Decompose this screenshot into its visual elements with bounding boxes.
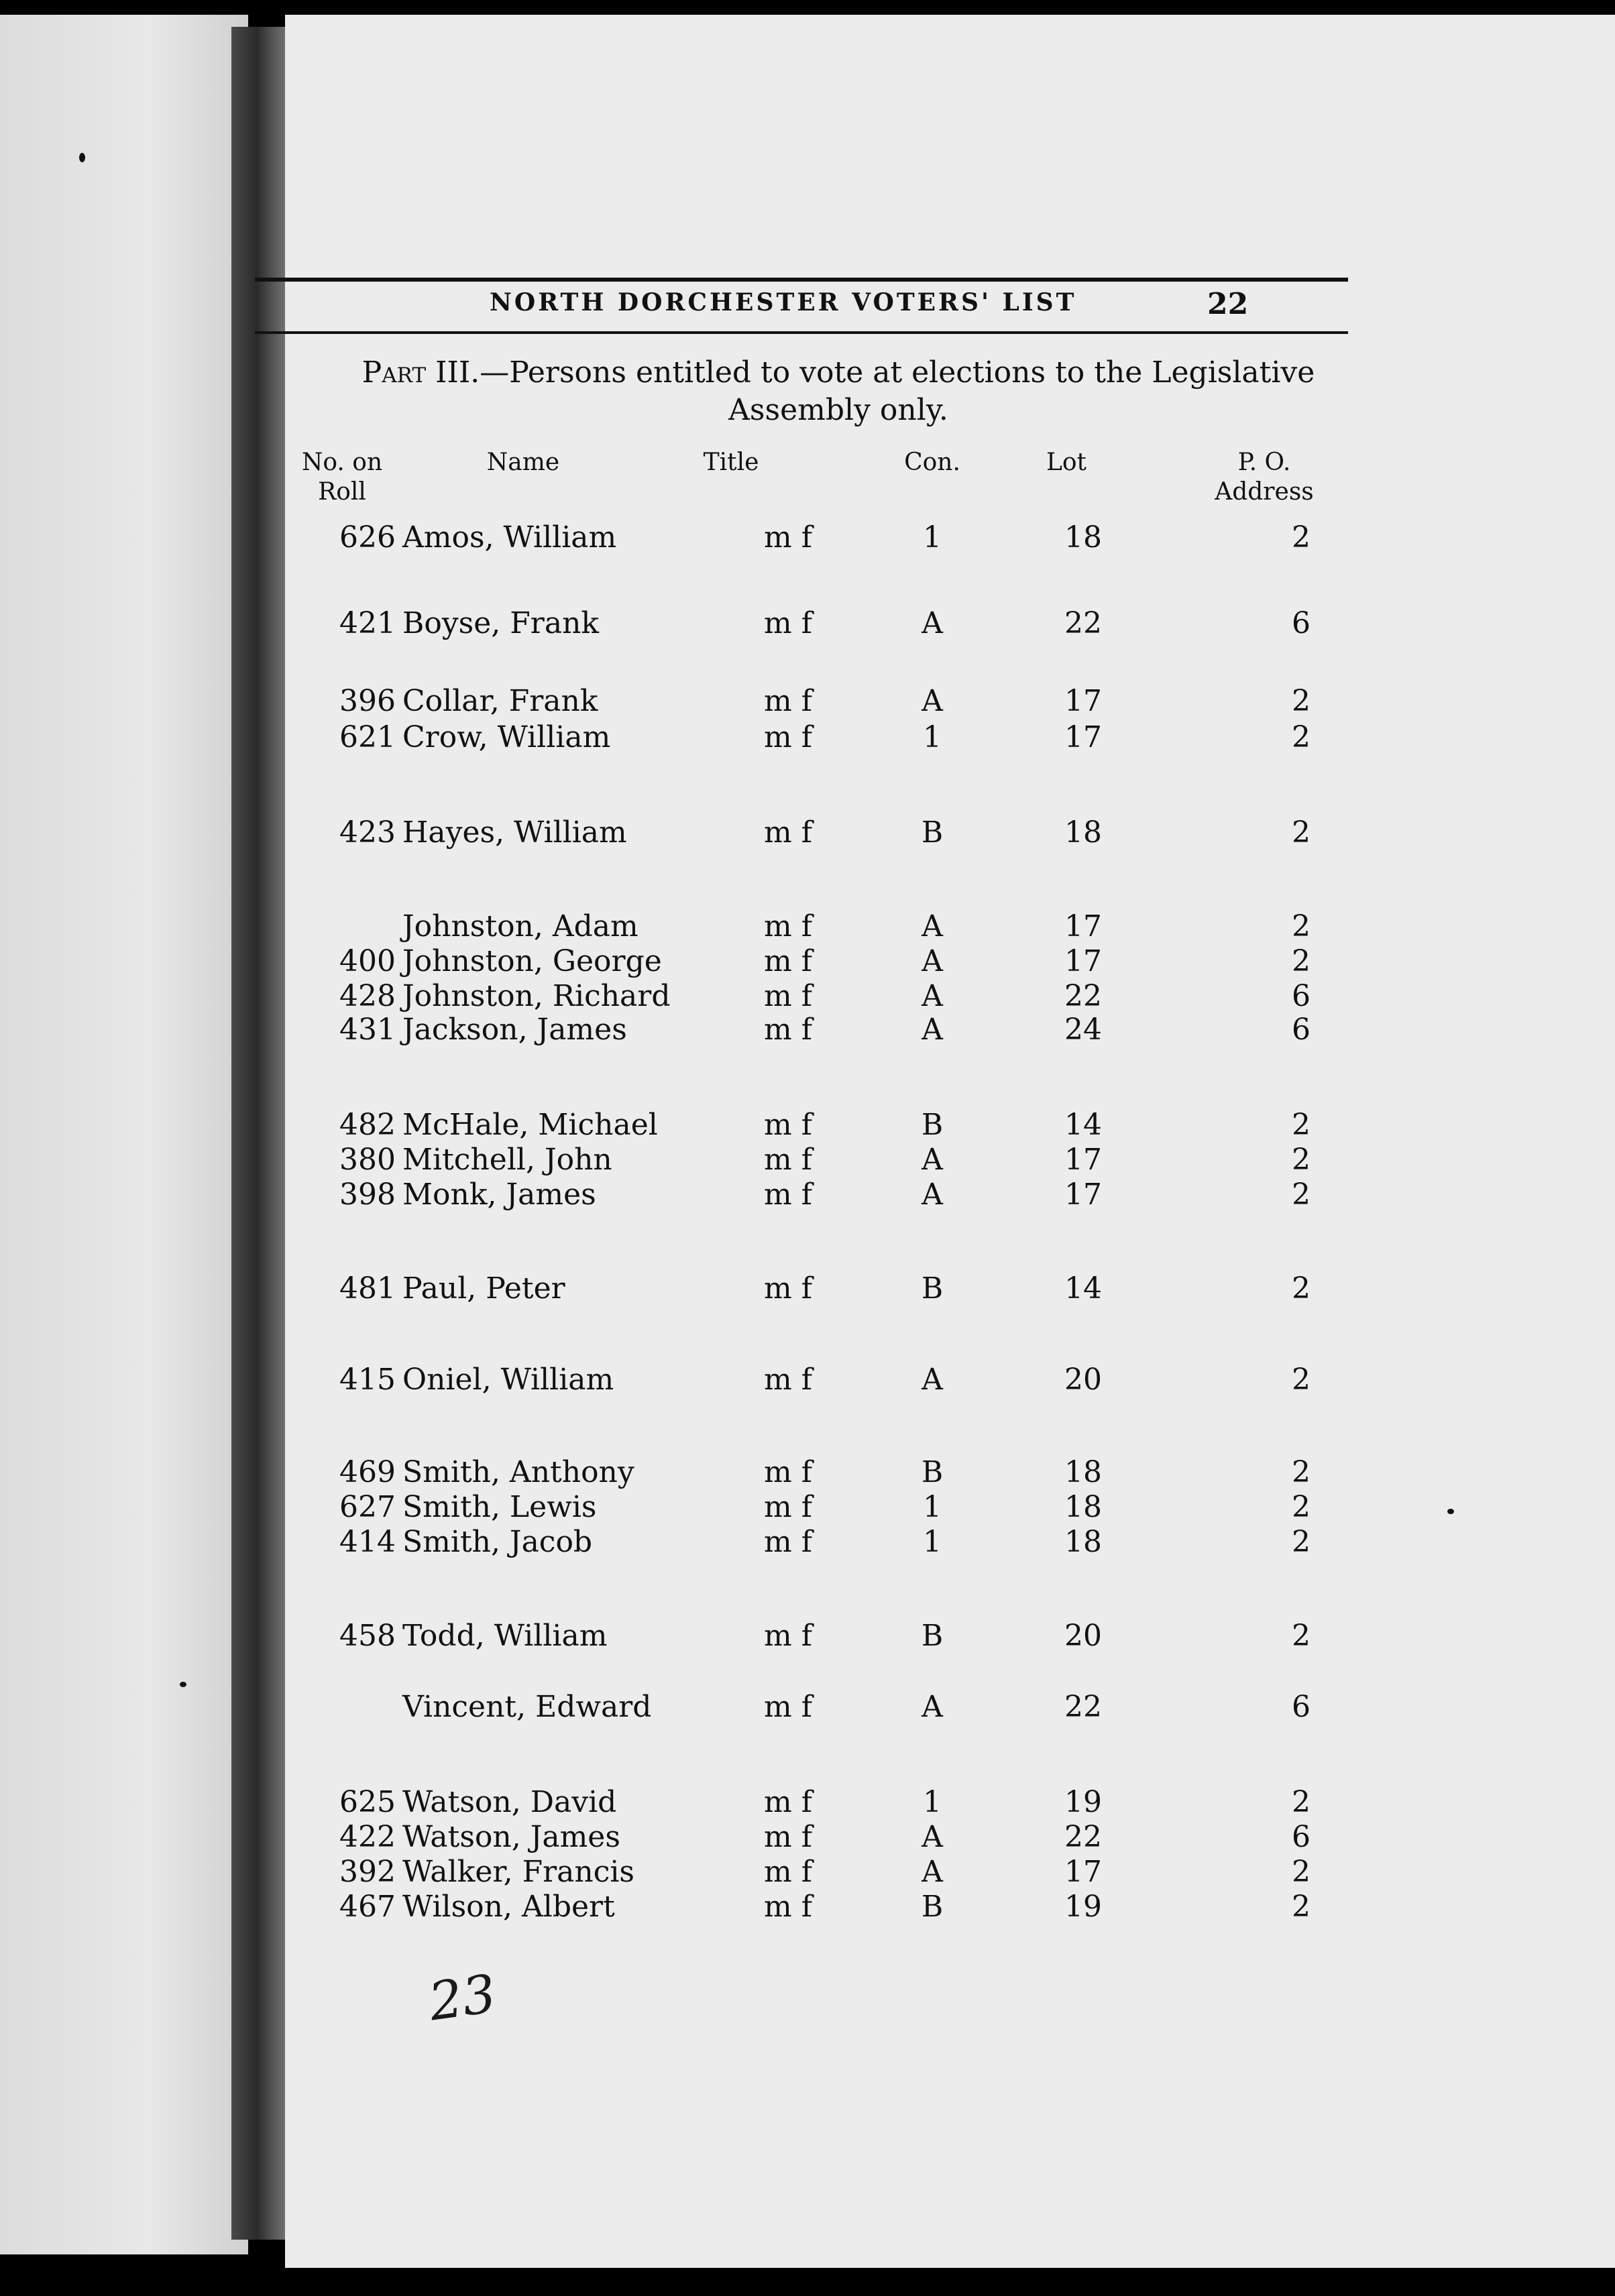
roll-number: 428 <box>339 979 396 1013</box>
voter-name: Watson, David <box>402 1785 617 1819</box>
concession: A <box>922 1855 943 1889</box>
concession: A <box>922 1178 943 1212</box>
lot-number: 14 <box>1064 1108 1102 1142</box>
table-row <box>0 1785 1615 1820</box>
table-row <box>0 1108 1615 1143</box>
concession: B <box>921 1108 944 1142</box>
table-row <box>0 1525 1615 1560</box>
concession: A <box>922 1820 943 1854</box>
concession: B <box>921 1271 944 1306</box>
lot-number: 19 <box>1064 1785 1102 1819</box>
roll-number: 400 <box>339 944 396 978</box>
concession: 1 <box>923 1490 942 1524</box>
po-address: 6 <box>1292 1690 1311 1724</box>
concession: A <box>922 684 943 718</box>
voter-name: Smith, Anthony <box>402 1455 634 1489</box>
po-address: 6 <box>1292 1820 1311 1854</box>
roll-number: 482 <box>339 1108 396 1142</box>
table-row <box>0 606 1615 641</box>
roll-number: 380 <box>339 1143 396 1177</box>
lot-number: 17 <box>1064 720 1102 754</box>
lot-number: 22 <box>1064 1690 1102 1724</box>
roll-number: 398 <box>339 1178 396 1212</box>
column-header-title: Title <box>703 449 759 476</box>
voter-name: Wilson, Albert <box>402 1890 615 1924</box>
concession: A <box>922 909 943 943</box>
table-row <box>0 1013 1615 1047</box>
concession: 1 <box>923 1785 942 1819</box>
voter-title: m f <box>764 1363 812 1397</box>
concession: A <box>922 1013 943 1047</box>
column-header-address <box>1207 448 1321 507</box>
voter-name: Vincent, Edward <box>402 1690 652 1724</box>
voter-name: Smith, Jacob <box>402 1525 593 1559</box>
concession: B <box>921 1619 944 1653</box>
roll-number: 625 <box>339 1785 396 1819</box>
voter-title: m f <box>764 909 812 943</box>
roll-number: 414 <box>339 1525 396 1559</box>
po-address: 2 <box>1292 1455 1311 1489</box>
scan-speck <box>79 153 85 162</box>
voter-name: Jackson, James <box>402 1013 627 1047</box>
handwritten-note: 23 <box>425 1963 500 2033</box>
concession: B <box>921 1890 944 1924</box>
column-header-roll <box>288 448 396 507</box>
po-address: 2 <box>1292 1490 1311 1524</box>
po-address: 2 <box>1292 1619 1311 1653</box>
voter-name: Monk, James <box>402 1178 596 1212</box>
voter-title: m f <box>764 1108 812 1142</box>
voter-name: Mitchell, John <box>402 1143 612 1177</box>
lot-number: 18 <box>1064 815 1102 850</box>
lot-number: 18 <box>1064 1525 1102 1559</box>
column-header-con: Con. <box>904 449 960 476</box>
voter-title: m f <box>764 1143 812 1177</box>
po-address: 2 <box>1292 720 1311 754</box>
po-address: 2 <box>1292 1143 1311 1177</box>
voter-title: m f <box>764 1271 812 1306</box>
roll-number: 626 <box>339 520 396 555</box>
header-rule-top <box>255 278 1348 282</box>
lot-number: 22 <box>1064 979 1102 1013</box>
scan-speck <box>1447 1509 1454 1514</box>
concession: A <box>922 979 943 1013</box>
roll-number: 469 <box>339 1455 396 1489</box>
lot-number: 14 <box>1064 1271 1102 1306</box>
header-rule-bottom <box>255 331 1348 334</box>
lot-number: 20 <box>1064 1619 1102 1653</box>
roll-number: 392 <box>339 1855 396 1889</box>
part-heading <box>335 354 1341 429</box>
scan-speck <box>180 1682 186 1687</box>
voter-title: m f <box>764 1690 812 1724</box>
column-header-roll-line1: No. on <box>301 449 383 476</box>
concession: B <box>921 1455 944 1489</box>
roll-number: 467 <box>339 1890 396 1924</box>
table-row <box>0 1820 1615 1855</box>
roll-number: 415 <box>339 1363 396 1397</box>
roll-number: 627 <box>339 1490 396 1524</box>
table-row <box>0 1143 1615 1178</box>
voter-name: Oniel, William <box>402 1363 614 1397</box>
column-header-roll-line2: Roll <box>318 478 366 506</box>
voter-title: m f <box>764 606 812 640</box>
lot-number: 18 <box>1064 520 1102 555</box>
po-address: 2 <box>1292 1108 1311 1142</box>
concession: A <box>922 606 943 640</box>
voter-title: m f <box>764 684 812 718</box>
column-header-name: Name <box>486 449 560 476</box>
roll-number: 481 <box>339 1271 396 1306</box>
roll-number: 458 <box>339 1619 396 1653</box>
table-row <box>0 815 1615 850</box>
po-address: 2 <box>1292 520 1311 555</box>
table-row <box>0 1690 1615 1725</box>
voter-title: m f <box>764 1455 812 1489</box>
roll-number: 422 <box>339 1820 396 1854</box>
voter-title: m f <box>764 1820 812 1854</box>
table-row <box>0 1455 1615 1490</box>
voter-name: Todd, William <box>402 1619 608 1653</box>
concession: 1 <box>923 520 942 555</box>
voter-title: m f <box>764 1619 812 1653</box>
table-row <box>0 720 1615 755</box>
voter-title: m f <box>764 1855 812 1889</box>
po-address: 2 <box>1292 815 1311 850</box>
roll-number: 621 <box>339 720 396 754</box>
lot-number: 17 <box>1064 1143 1102 1177</box>
po-address: 2 <box>1292 1855 1311 1889</box>
concession: A <box>922 1143 943 1177</box>
roll-number: 396 <box>339 684 396 718</box>
lot-number: 17 <box>1064 1178 1102 1212</box>
lot-number: 17 <box>1064 1855 1102 1889</box>
voter-title: m f <box>764 1013 812 1047</box>
po-address: 2 <box>1292 1363 1311 1397</box>
po-address: 6 <box>1292 1013 1311 1047</box>
lot-number: 18 <box>1064 1455 1102 1489</box>
voter-title: m f <box>764 520 812 555</box>
concession: A <box>922 1690 943 1724</box>
voter-name: Collar, Frank <box>402 684 598 718</box>
lot-number: 17 <box>1064 944 1102 978</box>
concession: 1 <box>923 1525 942 1559</box>
concession: A <box>922 944 943 978</box>
roll-number: 431 <box>339 1013 396 1047</box>
part-label: Part III. <box>361 355 480 390</box>
table-row <box>0 1363 1615 1397</box>
voter-name: McHale, Michael <box>402 1108 658 1142</box>
column-header-address-line2: Address <box>1215 478 1314 506</box>
concession: 1 <box>923 720 942 754</box>
table-row <box>0 1890 1615 1925</box>
column-header-lot: Lot <box>1046 449 1087 476</box>
table-row <box>0 1178 1615 1212</box>
concession: B <box>921 815 944 850</box>
voter-name: Boyse, Frank <box>402 606 600 640</box>
po-address: 2 <box>1292 684 1311 718</box>
voter-title: m f <box>764 815 812 850</box>
lot-number: 17 <box>1064 684 1102 718</box>
voter-title: m f <box>764 1785 812 1819</box>
voter-name: Johnston, George <box>402 944 662 978</box>
table-row <box>0 1490 1615 1525</box>
voter-title: m f <box>764 720 812 754</box>
voter-name: Johnston, Richard <box>402 979 671 1013</box>
table-row <box>0 1619 1615 1654</box>
table-row <box>0 1271 1615 1306</box>
voter-name: Hayes, William <box>402 815 627 850</box>
roll-number: 423 <box>339 815 396 850</box>
page-number: 22 <box>1207 287 1249 321</box>
lot-number: 18 <box>1064 1490 1102 1524</box>
po-address: 2 <box>1292 909 1311 943</box>
po-address: 6 <box>1292 979 1311 1013</box>
voter-name: Johnston, Adam <box>402 909 638 943</box>
po-address: 2 <box>1292 944 1311 978</box>
table-row <box>0 944 1615 979</box>
po-address: 6 <box>1292 606 1311 640</box>
lot-number: 22 <box>1064 1820 1102 1854</box>
po-address: 2 <box>1292 1525 1311 1559</box>
po-address: 2 <box>1292 1178 1311 1212</box>
voter-title: m f <box>764 979 812 1013</box>
voter-title: m f <box>764 1525 812 1559</box>
column-header-address-line1: P. O. <box>1237 449 1291 476</box>
roll-number: 421 <box>339 606 396 640</box>
voter-name: Walker, Francis <box>402 1855 635 1889</box>
table-row <box>0 1855 1615 1890</box>
table-row <box>0 520 1615 555</box>
table-row <box>0 684 1615 719</box>
po-address: 2 <box>1292 1890 1311 1924</box>
page-header-title: NORTH DORCHESTER VOTERS' LIST <box>490 288 1077 317</box>
voter-title: m f <box>764 1178 812 1212</box>
po-address: 2 <box>1292 1271 1311 1306</box>
po-address: 2 <box>1292 1785 1311 1819</box>
voter-name: Amos, William <box>402 520 617 555</box>
lot-number: 24 <box>1064 1013 1102 1047</box>
voter-name: Paul, Peter <box>402 1271 565 1306</box>
voter-title: m f <box>764 944 812 978</box>
voter-title: m f <box>764 1490 812 1524</box>
lot-number: 17 <box>1064 909 1102 943</box>
table-row <box>0 909 1615 944</box>
voter-name: Smith, Lewis <box>402 1490 597 1524</box>
voter-name: Crow, William <box>402 720 611 754</box>
lot-number: 19 <box>1064 1890 1102 1924</box>
voter-title: m f <box>764 1890 812 1924</box>
part-text: —Persons entitled to vote at elections to the Legislative Assembly only. <box>480 355 1315 427</box>
lot-number: 22 <box>1064 606 1102 640</box>
concession: A <box>922 1363 943 1397</box>
table-row <box>0 979 1615 1014</box>
lot-number: 20 <box>1064 1363 1102 1397</box>
voter-name: Watson, James <box>402 1820 620 1854</box>
